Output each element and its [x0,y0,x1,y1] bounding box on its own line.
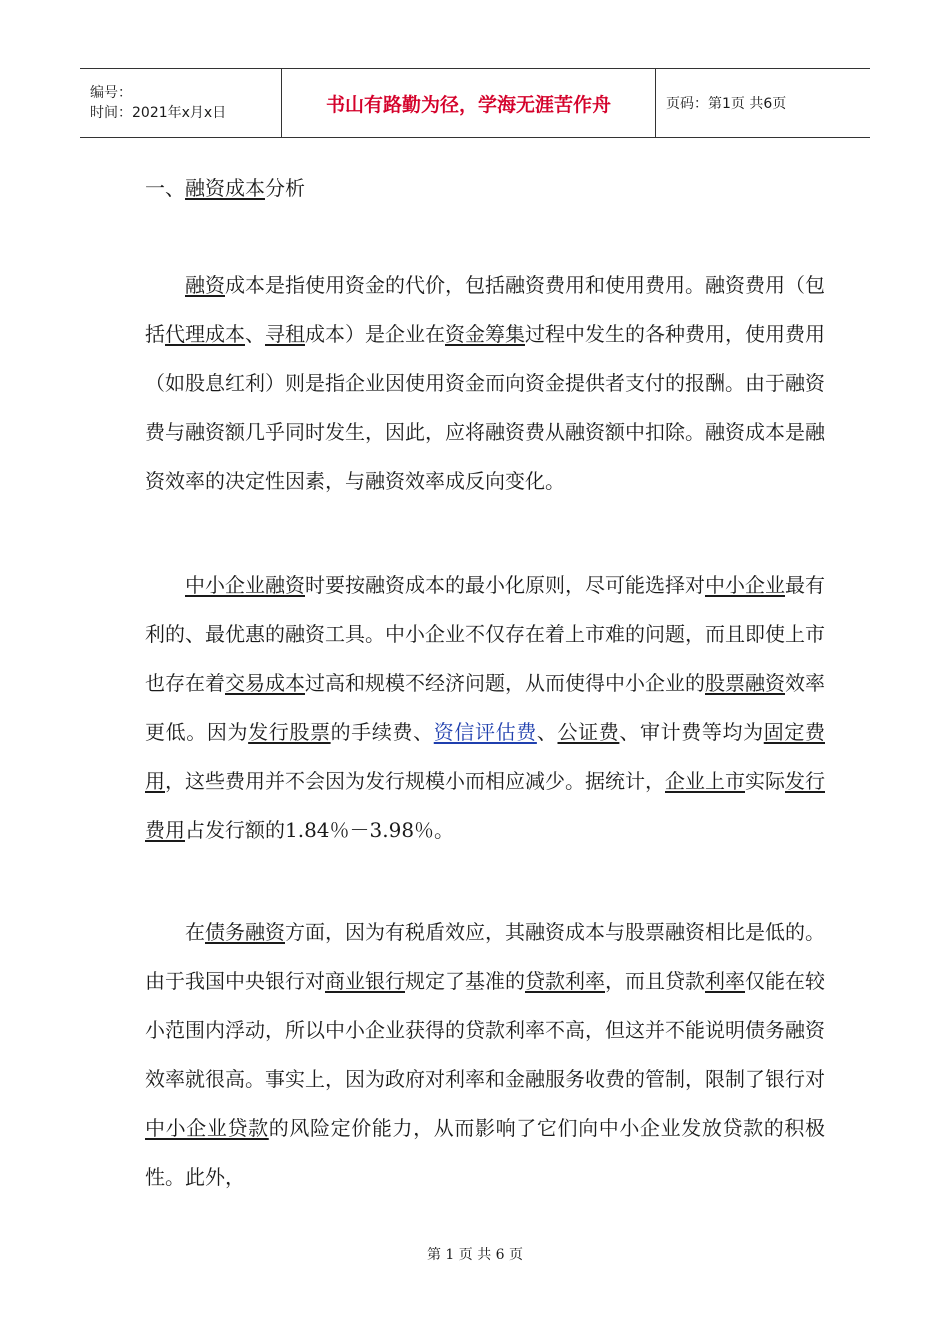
page-footer: 第 1 页 共 6 页 [426,1247,524,1263]
number-label: 编号： [90,85,132,101]
term-link[interactable]: 股票融资 [705,671,785,695]
term-link[interactable]: 商业银行 [325,969,405,993]
paragraph-1: 融资成本是指使用资金的代价，包括融资费用和使用费用。融资费用（包括代理成本、寻租成本）是企业在资金筹集过程中发生的各种费用，使用费用（如股息红利）则是指企业因使用资金而向资金提供者支付的报酬。由于融资费与融资额几乎同时发生，因此，应将融资费从融资额中扣除。融资成本是融资效率的决定性因素，与融资效率成反向变化。 [145,273,825,493]
paragraph-3: 在债务融资方面，因为有税盾效应，其融资成本与股票融资相比是低的。由于我国中央银行对商业银行规定了基准的贷款利率，而且贷款利率仅能在较小范围内浮动，所以中小企业获得的贷款利率不高，但这并不能说明债务融资效率就很高。事实上，因为政府对利率和金融服务收费的管制，限制了银行对中小企业贷款的风险定价能力，从而影响了它们向中小企业发放贷款的积极性。此外， [145,920,825,1189]
term-link-blue[interactable]: 资信评估费 [433,720,537,744]
term-link[interactable]: 中小企业 [705,573,785,597]
term-link[interactable]: 债务融资 [205,920,285,944]
term-link[interactable]: 寻租 [265,322,305,346]
term-link[interactable]: 代理成本 [165,322,245,346]
header-meta [80,69,282,137]
term-link[interactable]: 公证费 [557,720,620,744]
section-heading: 一、融资成本分析 [145,176,305,200]
term-link[interactable]: 企业上市 [665,769,745,793]
date-label: 时间：2021年x月x日 [90,105,227,121]
term-link[interactable]: 融资 [185,273,225,297]
term-link[interactable]: 资金筹集 [445,322,525,346]
page-header [80,68,870,138]
term-link[interactable]: 交易成本 [225,671,305,695]
term-link[interactable]: 中小企业贷款 [145,1116,269,1140]
term-link[interactable]: 中小企业融资 [185,573,305,597]
paragraph-2: 中小企业融资时要按融资成本的最小化原则，尽可能选择对中小企业最有利的、最优惠的融资工具。中小企业不仅存在着上市难的问题，而且即使上市也存在着交易成本过高和规模不经济问题，从而使得中小企业的股票融资效率更低。因为发行股票的手续费、资信评估费、公证费、审计费等均为固定费用，这些费用并不会因为发行规模小而相应减少。据统计，企业上市实际发行费用占发行额的1.84％－3.98％。 [145,573,825,842]
term-link[interactable]: 利率 [705,969,745,993]
term-link[interactable]: 发行费用 [145,769,825,842]
term-link[interactable]: 发行股票 [248,720,331,744]
term-link[interactable]: 融资成本 [185,176,265,200]
header-page-label: 页码：第1页 共6页 [666,96,787,112]
term-link[interactable]: 贷款利率 [525,969,605,993]
term-link[interactable]: 固定费用 [145,720,825,793]
header-motto: 书山有路勤为径，学海无涯苦作舟 [282,69,656,137]
